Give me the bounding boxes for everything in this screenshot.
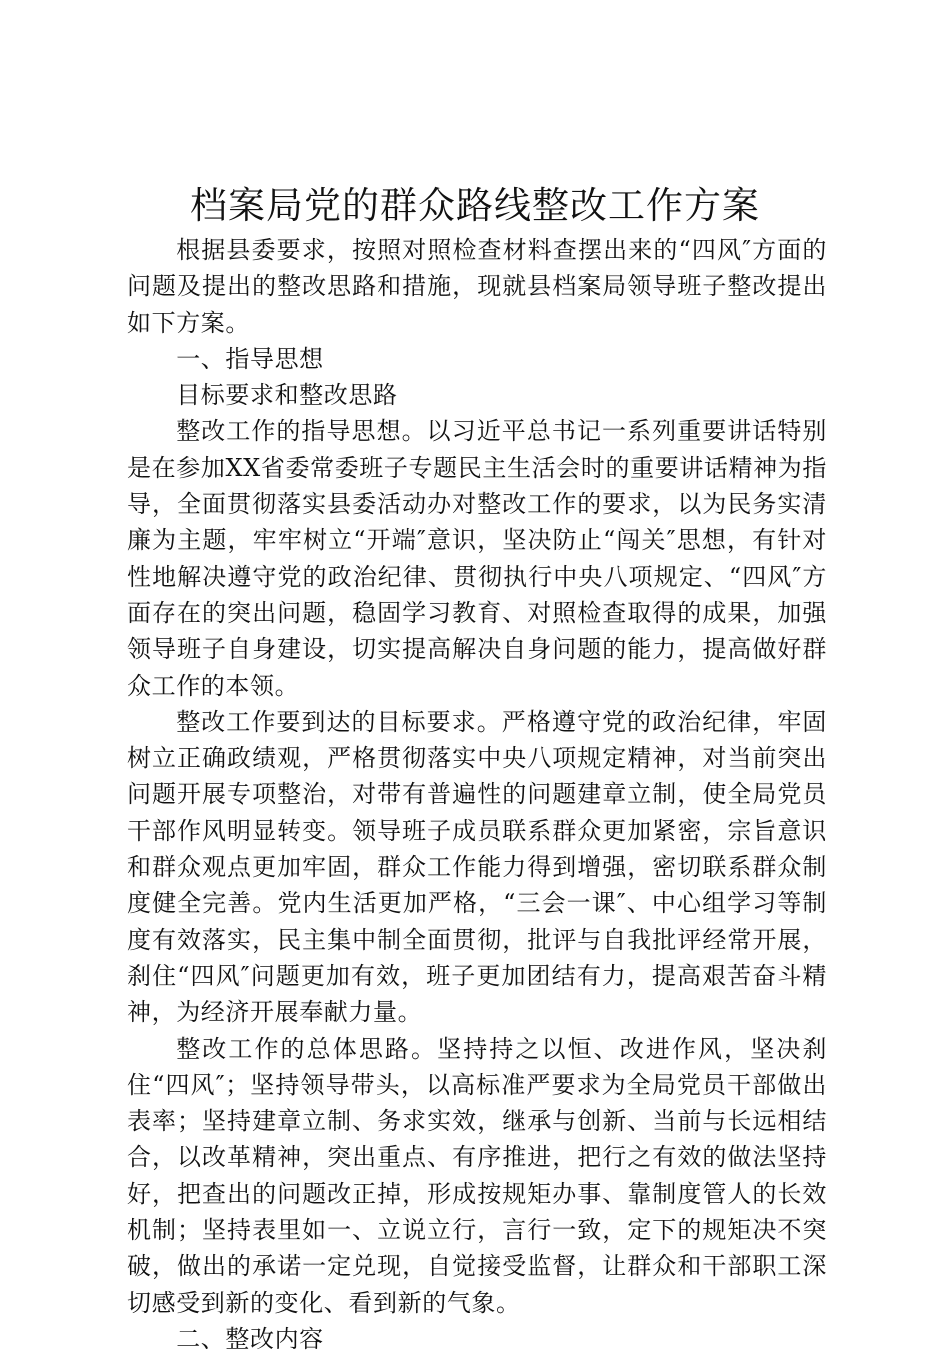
document-title: 档案局党的群众路线整改工作方案	[190, 184, 760, 227]
goal-requirements-paragraph: 整改工作要到达的目标要求。严格遵守党的政治纪律，牢固树立正确政绩观，严格贯彻落实中央八项规定精神，对当前突出问题开展专项整治，对带有普遍性的问题建章立制，使全局党员干部作风明显转变。领导班子成员联系群众更加紧密，宗旨意识和群众观点更加牢固，群众工作能力得到增强，密切联系群众制度健全完善。党内生活更加严格，“三会一课″、中心组学习等制度有效落实，民主集中制全面贯彻，批评与自我批评经常开展，刹住“四风″问题更加有效，班子更加团结有力，提高艰苦奋斗精神，为经济开展奉献力量。	[127, 707, 827, 1027]
intro-paragraph: 根据县委要求，按照对照检查材料查摆出来的“四风″方面的问题及提出的整改思路和措施，现就县档案局领导班子整改提出如下方案。	[127, 236, 827, 337]
subheading-goals-and-approach: 目标要求和整改思路	[176, 381, 398, 410]
document-body	[127, 232, 827, 1357]
guiding-thought-paragraph: 整改工作的指导思想。以习近平总书记一系列重要讲话特别是在参加XX省委常委班子专题民主生活会时的重要讲话精神为指导，全面贯彻落实县委活动办对整改工作的要求，以为民务实清廉为主题，牢牢树立“开端″意识，坚决防止“闯关″思想，有针对性地解决遵守党的政治纪律、贯彻执行中央八项规定、“四风″方面存在的突出问题，稳固学习教育、对照检查取得的成果，加强领导班子自身建设，切实提高解决自身问题的能力，提高做好群众工作的本领。	[127, 417, 827, 700]
overall-approach-paragraph: 整改工作的总体思路。坚持持之以恒、改进作风，坚决刹住“四风″；坚持领导带头，以高标准严要求为全局党员干部做出表率；坚持建章立制、务求实效，继承与创新、当前与长远相结合，以改革精神，突出重点、有序推进，把行之有效的做法坚持好，把查出的问题改正掉，形成按规矩办事、靠制度管人的长效机制；坚持表里如一、立说立行，言行一致，定下的规矩决不突破，做出的承诺一定兑现，自觉接受监督，让群众和干部职工深切感受到新的变化、看到新的气象。	[127, 1034, 827, 1317]
section-heading-guiding-thought: 一、指导思想	[176, 344, 324, 373]
section-heading-rectification-content: 二、整改内容	[176, 1324, 324, 1353]
